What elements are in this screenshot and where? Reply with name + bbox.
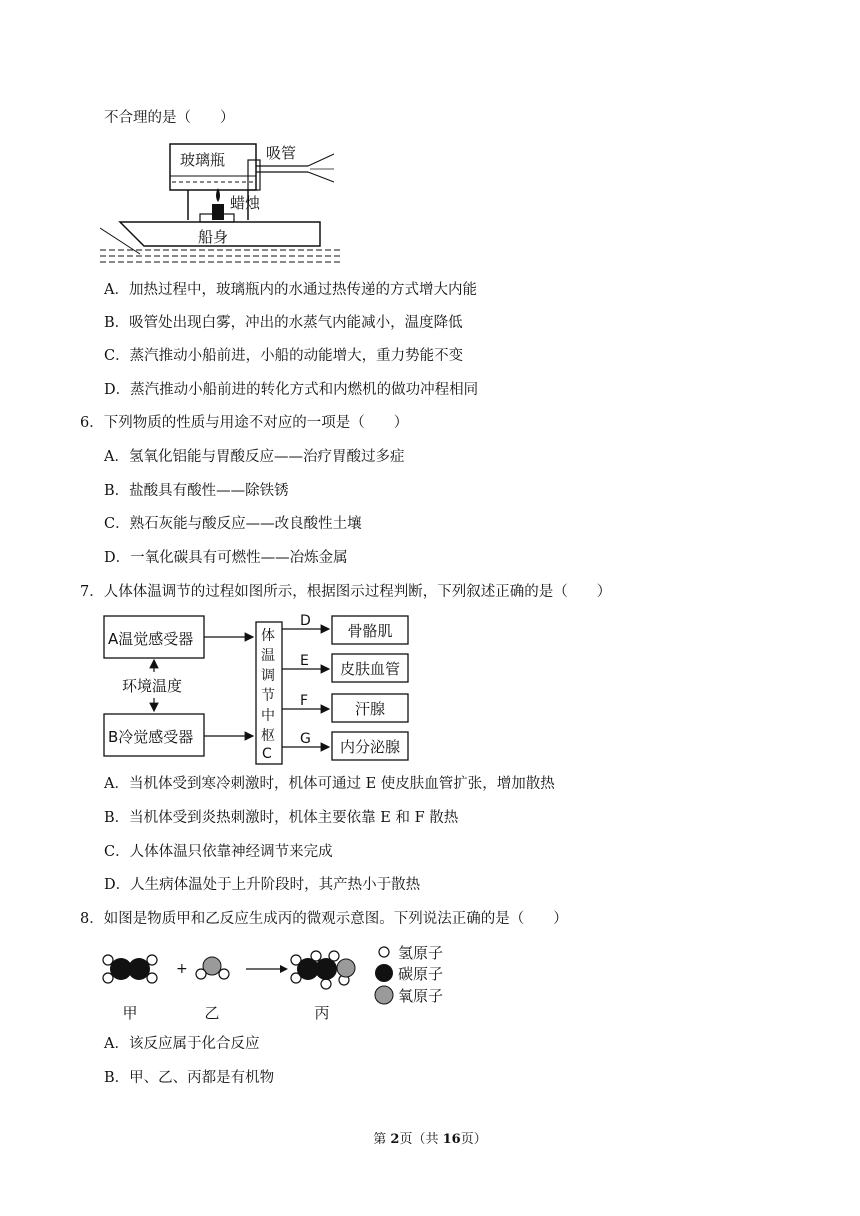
q5-option-d: D．蒸汽推动小船前进的转化方式和内燃机的做功冲程相同	[104, 382, 479, 398]
center-char: C	[262, 746, 272, 762]
q5-option-b: B．吸管处出现白雾，冲出的水蒸气内能减小，温度降低	[104, 315, 463, 331]
footer-mid: 页（共	[399, 1132, 443, 1147]
receptor-b-label: B冷觉感受器	[108, 728, 194, 746]
footer-page-number: 2	[390, 1132, 400, 1147]
bottle-label: 玻璃瓶	[180, 151, 226, 169]
page-footer	[0, 1128, 860, 1147]
candle-label: 蜡烛	[230, 194, 261, 212]
footer-total-pages: 16	[442, 1132, 461, 1147]
q8-molecule-diagram	[100, 940, 460, 1026]
q8-stem: 8．如图是物质甲和乙反应生成丙的微观示意图。下列说法正确的是（ ）	[80, 911, 568, 927]
arrow-label-g: G	[300, 731, 311, 747]
arrow-label-e: E	[300, 653, 309, 669]
q5-option-a: A．加热过程中，玻璃瓶内的水通过热传递的方式增大内能	[104, 282, 477, 298]
q5-steam-boat-figure	[100, 138, 340, 268]
q6-option-d: D．一氧化碳具有可燃性——冶炼金属	[104, 550, 348, 566]
legend-hydrogen: 氢原子	[398, 944, 444, 962]
legend-carbon: 碳原子	[398, 965, 444, 983]
effector-label: 骨骼肌	[347, 622, 393, 640]
environment-label: 环境温度	[122, 677, 183, 695]
footer-suffix: 页）	[460, 1132, 487, 1147]
q6-stem: 6．下列物质的性质与用途不对应的一项是（ ）	[80, 415, 409, 431]
hull-label: 船身	[198, 228, 229, 246]
q8-option-b: B．甲、乙、丙都是有机物	[104, 1070, 275, 1086]
center-char: 体	[261, 628, 275, 644]
q7-option-d: D．人生病体温处于上升阶段时，其产热小于散热	[104, 877, 421, 893]
q6-option-a: A．氢氧化铝能与胃酸反应——治疗胃酸过多症	[104, 449, 405, 465]
q6-option-b: B．盐酸具有酸性——除铁锈	[104, 483, 289, 499]
effector-label: 汗腺	[354, 700, 386, 718]
effector-label: 内分泌腺	[339, 738, 401, 756]
q7-thermoregulation-diagram	[100, 610, 420, 770]
effector-label: 皮肤血管	[339, 660, 401, 678]
plus-sign: +	[176, 961, 188, 977]
label-bing: 丙	[314, 1004, 330, 1022]
arrow-label-f: F	[300, 693, 309, 709]
center-char: 调	[261, 668, 275, 684]
q5-stem-tail: 不合理的是（ ）	[104, 110, 235, 126]
q5-option-c: C．蒸汽推动小船前进，小船的动能增大，重力势能不变	[104, 348, 464, 364]
center-char: 节	[261, 688, 275, 704]
center-char: 温	[261, 648, 275, 664]
straw-label: 吸管	[266, 144, 297, 162]
center-char: 中	[261, 708, 275, 724]
q8-option-a: A．该反应属于化合反应	[104, 1036, 260, 1052]
legend-oxygen: 氧原子	[398, 987, 444, 1005]
label-jia: 甲	[122, 1004, 138, 1022]
arrow-label-d: D	[300, 613, 311, 629]
q7-option-a: A．当机体受到寒冷刺激时，机体可通过 E 使皮肤血管扩张，增加散热	[104, 776, 555, 792]
footer-prefix: 第	[373, 1132, 391, 1147]
receptor-a-label: A温觉感受器	[108, 630, 194, 648]
q6-option-c: C．熟石灰能与酸反应——改良酸性土壤	[104, 516, 362, 532]
label-yi: 乙	[204, 1004, 220, 1022]
center-char: 枢	[261, 728, 275, 744]
q7-stem: 7．人体体温调节的过程如图所示，根据图示过程判断，下列叙述正确的是（ ）	[80, 584, 612, 600]
q7-option-c: C．人体体温只依靠神经调节来完成	[104, 844, 333, 860]
q7-option-b: B．当机体受到炎热刺激时，机体主要依靠 E 和 F 散热	[104, 810, 459, 826]
